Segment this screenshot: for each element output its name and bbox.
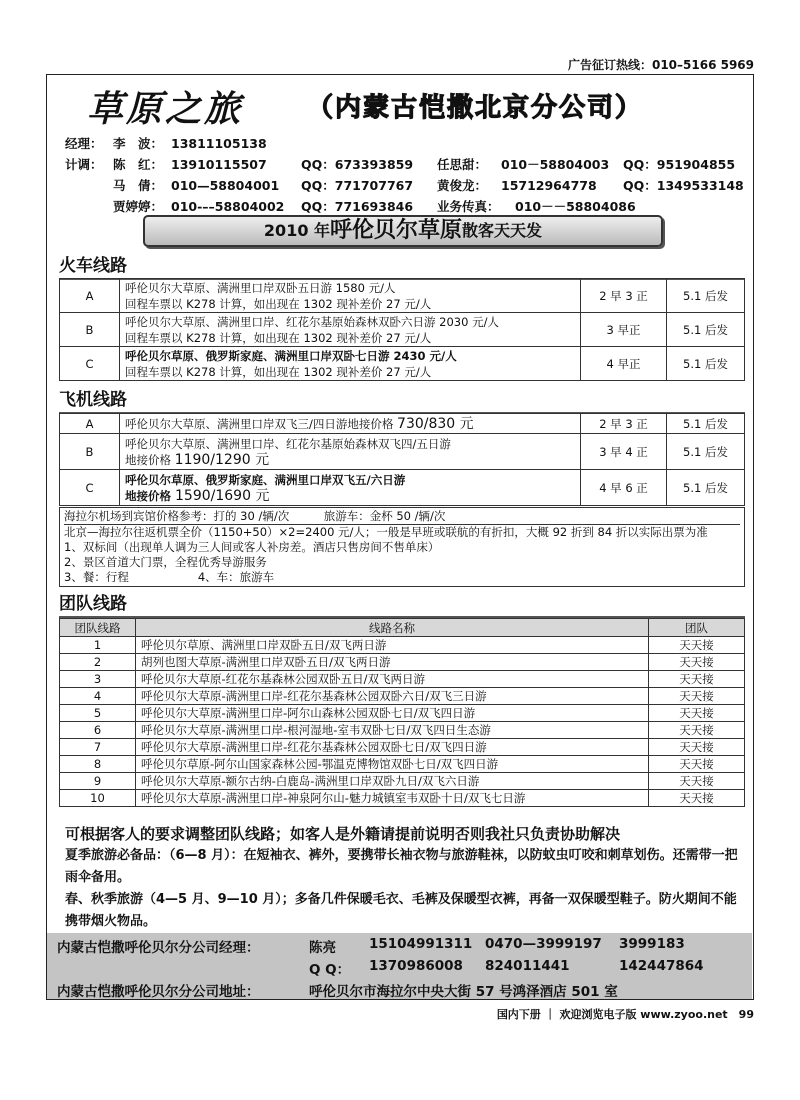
route-name: 呼伦贝尔草原-阿尔山国家森林公园-鄂温克博物馆双卧七日/双飞四日游 [136,756,649,773]
address-label: 内蒙古恺撒呼伦贝尔分公司地址： [57,984,260,1000]
route-meals: 4 早正 [581,347,667,381]
contact-name: 李 波： [113,136,164,151]
route-line: 呼伦贝尔草原、俄罗斯家庭、满洲里口岸双卧七日游 2430 元/人 [125,348,457,363]
route-line: 呼伦贝尔大草原、满洲里口岸双飞三/四日游地接价格 [125,416,398,431]
contact-phone: 13811105138 [171,136,267,151]
qq-number: 824011441 [485,958,570,974]
col-header: 线路名称 [136,619,649,637]
route-freq: 天天接 [649,637,745,654]
row-num: 3 [60,671,136,688]
route-desc [120,434,581,470]
manager-phone: 3999183 [619,936,685,952]
note-line: 海拉尔机场到宾馆价格参考：打的 30 /辆/次 旅游车：金杯 50 /辆/次 [64,509,446,523]
contact-name: 马 倩： [113,178,164,193]
group-section-title: 团队线路 [59,589,745,618]
table-row [60,434,745,470]
route-depart: 5.1 后发 [667,347,745,381]
table-row [60,637,745,654]
row-num: 8 [60,756,136,773]
banner-year: 2010 年 [263,221,331,240]
manager-phone: 15104991311 [369,936,473,952]
contact-name: 业务传真： [437,199,500,214]
note-line: 3、餐：行程 4、车：旅游车 [64,570,275,584]
contact-qq: QQ：771707767 [301,178,414,193]
table-row [60,313,745,347]
address: 呼伦贝尔市海拉尔中央大街 57 号鸿泽酒店 501 室 [309,984,618,1000]
route-desc [120,347,581,381]
banner [143,215,663,247]
route-price: 730/830 元 [397,415,474,432]
contact-qq: QQ：673393859 [301,157,414,172]
route-depart: 5.1 后发 [667,279,745,313]
route-code: A [60,414,120,434]
route-note: 回程车票以 K278 计算，如出现在 1302 现补差价 27 元/人 [125,296,432,311]
route-code: B [60,434,120,470]
contact-label: 计调： [65,157,103,172]
route-meals: 2 早 3 正 [581,279,667,313]
row-num: 7 [60,739,136,756]
route-note: 回程车票以 K278 计算，如出现在 1302 现补差价 27 元/人 [125,330,432,345]
row-num: 5 [60,705,136,722]
route-desc [120,470,581,506]
route-freq: 天天接 [649,654,745,671]
table-row [60,705,745,722]
route-code: B [60,313,120,347]
contact-name: 贾婷婷： [113,199,164,214]
table-row [60,722,745,739]
route-depart: 5.1 后发 [667,470,745,506]
route-name: 呼伦贝尔大草原-满洲里口岸-红花尔基森林公园双卧七日/双飞四日游 [136,739,649,756]
route-name: 呼伦贝尔大草原-满洲里口岸-红花尔基森林公园双卧六日/双飞三日游 [136,688,649,705]
route-freq: 天天接 [649,722,745,739]
route-freq: 天天接 [649,790,745,807]
route-name: 呼伦贝尔大草原-红花尔基森林公园双卧五日/双飞两日游 [136,671,649,688]
route-freq: 天天接 [649,671,745,688]
row-num: 6 [60,722,136,739]
tips-lead: 可根据客人的要求调整团队线路；如客人是外籍请提前说明否则我社只负责协助解决 [65,825,621,843]
route-freq: 天天接 [649,705,745,722]
branch-contact-box [47,933,752,999]
row-num: 2 [60,654,136,671]
route-freq: 天天接 [649,688,745,705]
table-row [60,470,745,506]
route-code: C [60,347,120,381]
route-meals: 3 早 4 正 [581,434,667,470]
table-row [60,688,745,705]
train-section-title: 火车线路 [59,251,745,280]
route-line: 呼伦贝尔大草原、满洲里口岸、红花尔基原始森林双卧六日游 2030 元/人 [125,314,499,329]
route-freq: 天天接 [649,756,745,773]
flight-section-title: 飞机线路 [59,385,745,414]
route-name: 呼伦贝尔大草原-额尔古纳-白鹿岛-满洲里口岸双卧九日/双飞六日游 [136,773,649,790]
table-row [60,671,745,688]
contact-qq: QQ：1349533148 [623,178,744,193]
table-row [60,739,745,756]
note-line: 2、景区首道大门票，全程优秀导游服务 [64,555,267,569]
contact-phone: 15712964778 [501,178,597,193]
manager-phone: 0470—3999197 [485,936,602,952]
row-num: 1 [60,637,136,654]
route-price-label: 地接价格 [125,488,176,503]
contact-qq: QQ：771693846 [301,199,414,214]
route-desc [120,414,581,434]
tips-summer: 夏季旅游必备品：（6—8 月）：在短袖衣、裤外，要携带长袖衣物与旅游鞋袜，以防蚊虫叮咬和刺草划伤。还需带一把雨伞备用。 [65,848,738,885]
col-header: 团队线路 [60,619,136,637]
contact-qq: QQ：951904855 [623,157,736,172]
route-price-label: 地接价格 [125,452,175,467]
contact-name: 任思甜： [437,157,488,172]
contact-label: 经理： [65,136,103,151]
route-name: 胡列也图大草原-满洲里口岸双卧五日/双飞两日游 [136,654,649,671]
brand-title: 草原之旅 [87,88,244,130]
table-row [60,773,745,790]
note-line: 北京—海拉尔往返机票全价（1150+50）×2=2400 元/人；一般是早班或联航的有折扣，大概 92 折到 84 折以实际出票为准 [64,524,740,540]
contact-phone: 010—58804001 [171,178,280,193]
route-meals: 4 早 6 正 [581,470,667,506]
route-freq: 天天接 [649,739,745,756]
qq-label: Q Q： [309,962,351,978]
manager-name: 陈亮 [309,940,336,956]
train-table [59,278,745,381]
route-name: 呼伦贝尔大草原-满洲里口岸-根河湿地-室韦双卧七日/双飞四日生态游 [136,722,649,739]
route-name: 呼伦贝尔大草原-满洲里口岸-神泉阿尔山-魅力城镇室韦双卧十日/双飞七日游 [136,790,649,807]
route-depart: 5.1 后发 [667,434,745,470]
group-table [59,618,745,807]
route-price: 1590/1690 元 [175,487,270,504]
footer-row [47,977,752,999]
banner-tail: 散客天天发 [462,221,543,240]
qq-number: 142447864 [619,958,704,974]
qq-number: 1370986008 [369,958,463,974]
contact-phone: 13910115507 [171,157,267,172]
flight-table [59,413,745,506]
footer-row [47,955,752,977]
route-depart: 5.1 后发 [667,414,745,434]
col-header: 团队 [649,619,745,637]
contact-name: 陈 红： [113,157,164,172]
row-num: 4 [60,688,136,705]
route-code: A [60,279,120,313]
contact-phone: 010－58804003 [501,157,610,172]
row-num: 10 [60,790,136,807]
banner-title: 呼伦贝尔草原 [330,218,463,243]
table-row [60,279,745,313]
ad-hotline: 广告征订热线：010–5166 5969 [567,58,754,72]
route-depart: 5.1 后发 [667,313,745,347]
page-footer: 国内下册 ｜ 欢迎浏览电子版 www.zyoo.net 99 [496,1008,754,1021]
route-meals: 3 早正 [581,313,667,347]
table-row [60,654,745,671]
route-line: 呼伦贝尔大草原、满洲里口岸、红花尔基原始森林双飞四/五日游 [125,436,451,451]
route-desc [120,313,581,347]
branch-title: （内蒙古恺撒北京分公司） [307,93,644,123]
row-num: 9 [60,773,136,790]
route-line: 呼伦贝尔大草原、满洲里口岸双卧五日游 1580 元/人 [125,280,396,295]
route-note: 回程车票以 K278 计算，如出现在 1302 现补差价 27 元/人 [125,364,432,379]
travel-tips [65,823,745,933]
manager-label: 内蒙古恺撒呼伦贝尔分公司经理： [57,940,260,956]
table-row [60,756,745,773]
tips-spring: 春、秋季旅游（4—5 月、9—10 月）；多备几件保暖毛衣、毛裤及保暖型衣裤，再备一双保暖型鞋子。防火期间不能携带烟火物品。 [65,892,737,929]
contact-name: 黄俊龙： [437,178,488,193]
route-name: 呼伦贝尔大草原-满洲里口岸-阿尔山森林公园双卧七日/双飞四日游 [136,705,649,722]
footer-row [47,933,752,955]
table-row [60,347,745,381]
route-name: 呼伦贝尔草原、满洲里口岸双卧五日/双飞两日游 [136,637,649,654]
route-desc [120,279,581,313]
note-line: 1、双标间（出现单人调为三人间或客人补房差。酒店只售房间不售单床） [64,540,440,554]
contact-phone: 010-––58804002 [171,199,285,214]
contact-fax: 010－－58804086 [515,199,636,214]
route-freq: 天天接 [649,773,745,790]
table-header-row [60,619,745,637]
table-row [60,414,745,434]
page-frame [46,74,754,1000]
flight-notes [59,507,745,587]
route-line: 呼伦贝尔草原、俄罗斯家庭、满洲里口岸双飞五/六日游 [125,472,406,487]
route-code: C [60,470,120,506]
route-price: 1190/1290 元 [174,451,270,468]
route-meals: 2 早 3 正 [581,414,667,434]
table-row [60,790,745,807]
